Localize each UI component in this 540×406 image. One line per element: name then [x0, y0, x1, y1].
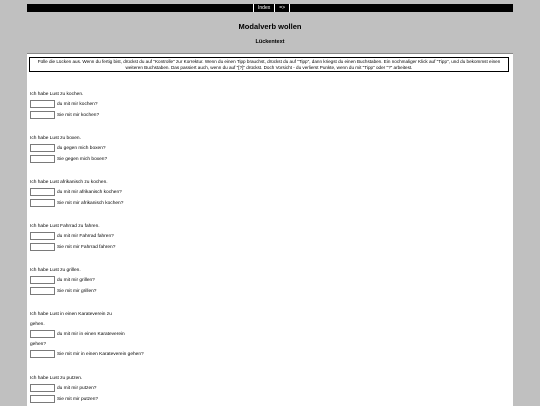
- nav-links: [253, 4, 290, 12]
- row-text: Sie mit mir Fahrrad fahren?: [57, 244, 116, 250]
- row-text: Sie mit mir grillen?: [57, 288, 97, 294]
- instructions-text: Fülle die Lücken aus. Wenn du fertig bist, drückst du auf "Kontrolle" zur Korrektur. Wenn du einen Tipp brauchst, drückst du auf "Tipp", dann kriegst du einen Buchstaben. Ein nochmaliger Klick auf "Tipp", und du bekommst einen weiteren Buchstaben. Das passiert auch, wenn du auf "[?]" drückst. Doch Vorsicht - du verlierst Punkte, wenn du mit "Tipp" oder "?" arbeitest.: [29, 57, 509, 72]
- nav-next-link[interactable]: =>: [274, 4, 290, 12]
- row-text: du mit mir in einen Karateverein: [57, 331, 125, 337]
- page-title: Modalverb wollen: [238, 22, 302, 31]
- exercise-prompt: Ich habe Lust zu boxen.: [30, 136, 81, 141]
- gap-input[interactable]: [30, 232, 55, 240]
- exercise-row: [30, 384, 96, 392]
- gap-input[interactable]: [30, 111, 55, 119]
- exercise-row: [30, 111, 99, 119]
- gap-input[interactable]: [30, 188, 55, 196]
- gap-input[interactable]: [30, 287, 55, 295]
- row-text: du gegen mich boxen?: [57, 145, 106, 151]
- exercise-row: [30, 199, 123, 207]
- nav-index-link[interactable]: Index: [253, 4, 274, 12]
- exercise-row: [30, 188, 122, 196]
- exercise-row: [30, 232, 114, 240]
- gap-input[interactable]: [30, 350, 55, 358]
- gap-input[interactable]: [30, 144, 55, 152]
- row-text: Sie mit mir putzen?: [57, 396, 99, 402]
- exercise-row: [30, 243, 115, 251]
- row-text: Sie mit mir afrikanisch kochen?: [57, 200, 124, 206]
- page-subtitle: Lückentext: [255, 39, 285, 45]
- exercise-row: [30, 100, 98, 108]
- row-text: du mit mir afrikanisch kochen?: [57, 189, 122, 195]
- exercise-row: [30, 144, 106, 152]
- row-text: du mit mir Fahrrad fahren?: [57, 233, 114, 239]
- row-text: du mit mir kochen?: [57, 101, 98, 107]
- exercise-prompt: Ich habe Lust zu grillen.: [30, 268, 81, 273]
- gap-input[interactable]: [30, 330, 55, 338]
- exercise-row: [30, 276, 95, 284]
- gap-input[interactable]: [30, 395, 55, 403]
- exercise-panel: [27, 53, 513, 406]
- gap-input[interactable]: [30, 243, 55, 251]
- exercise-prompt: Ich habe Lust Fahrrad zu fahren.: [30, 224, 100, 229]
- gap-input[interactable]: [30, 155, 55, 163]
- exercise-row: [30, 287, 96, 295]
- exercise-prompt: Ich habe Lust zu putzen.: [30, 376, 83, 381]
- gap-input[interactable]: [30, 199, 55, 207]
- exercise-prompt: Ich habe Lust afrikanisch zu kochen.: [30, 180, 108, 185]
- row-text: du mit mir putzen?: [57, 385, 97, 391]
- exercise-prompt: Ich habe Lust in einen Karateverein zu: [30, 312, 112, 317]
- row-text: Sie gegen mich boxen?: [57, 156, 108, 162]
- row-text: Sie mit mir kochen?: [57, 112, 100, 118]
- row-text: Sie mit mir in einen Karateverein gehen?: [57, 351, 144, 357]
- exercise-row: [30, 155, 107, 163]
- exercise-prompt: Ich habe Lust zu kochen.: [30, 92, 84, 97]
- gap-input[interactable]: [30, 100, 55, 108]
- exercise-row: [30, 350, 144, 358]
- row-text: du mit mir grillen?: [57, 277, 95, 283]
- gap-input[interactable]: [30, 384, 55, 392]
- exercise-row: [30, 395, 98, 403]
- row-text-continued: gehen?: [30, 342, 47, 347]
- gap-input[interactable]: [30, 276, 55, 284]
- exercise-row: [30, 330, 125, 338]
- exercise-prompt-continued: gehen.: [30, 322, 45, 327]
